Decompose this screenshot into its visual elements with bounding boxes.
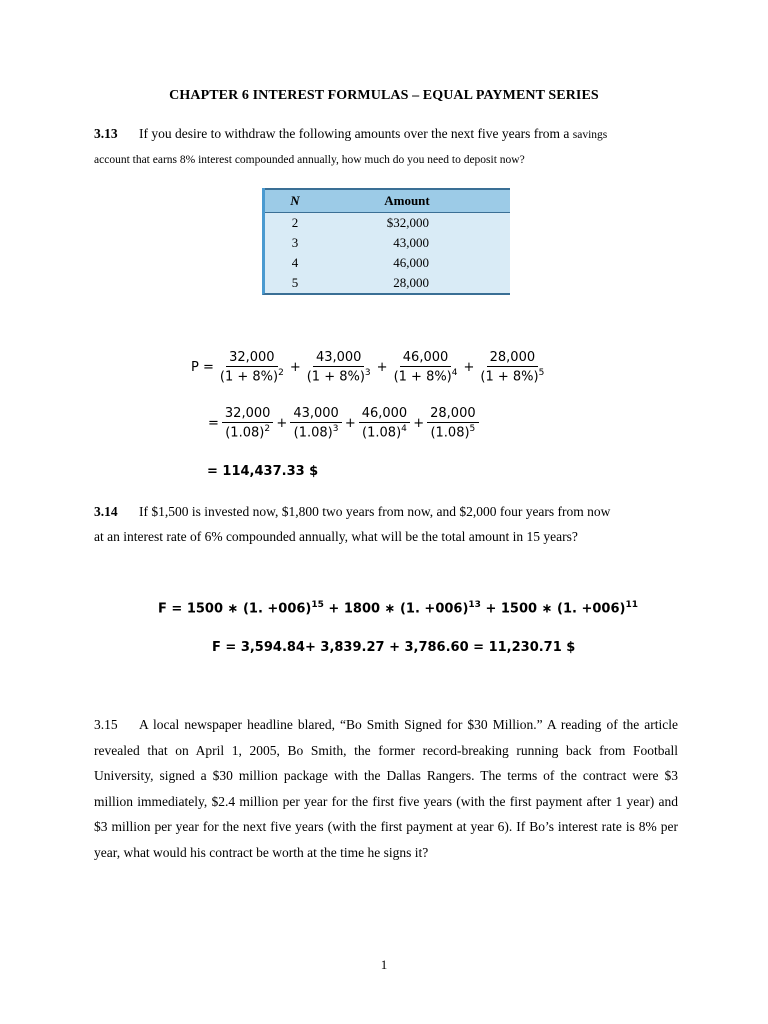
problem-3-14-line1: 3.14 If $1,500 is invested now, $1,800 two years from now, and $2,000 four years from now xyxy=(94,504,611,519)
table-header xyxy=(265,188,510,213)
equation-present-value: P = $\frac{32,000}{(1 + 8\%)^2}$ + $\frac{43,000}{(1 + 8\%)^3}$ + $\frac{46,000}{(1 + 8\%)^4}$ + $\frac{28,000}{(1 + 8\%)^5}$ xyxy=(191,350,545,385)
problem-number: 3.15 xyxy=(94,717,118,732)
chapter-title: CHAPTER 6 INTEREST FORMULAS – EQUAL PAYMENT SERIES xyxy=(169,88,599,103)
equation-result: = 114,437.33 $ xyxy=(207,464,319,479)
column-header-amount: Amount xyxy=(384,193,430,208)
withdrawal-table xyxy=(262,188,510,295)
table-row: 2 $32,000 xyxy=(291,215,429,230)
problem-3-15: 3.15 A local newspaper headline blared, “Bo Smith Signed for $30 Million.” A reading of the article revealed that on April 1, 2005, Bo Smith, the former record-breaking running back from Football University, signed a $30 million package with the Dallas Rangers. The terms of the contract were $3 million immediately, $2.4 million per year for the first five years (with the first payment after 1 year) and $3 million per year for the next five years (with the first payment at year 6). If Bo’s interest rate is 8% per year, what would his contract be worth at the time he signs it? xyxy=(94,712,678,865)
column-header-n: N xyxy=(290,193,300,208)
table-row: 5 28,000 xyxy=(291,275,429,290)
equation-simplified: = $\frac{32,000}{(1.08)^2}$ + $\frac{43,000}{(1.08)^3}$ + $\frac{46,000}{(1.08)^4}$ + $\frac{28,000}{(1.08)^5}$ xyxy=(207,406,481,440)
problem-number: 3.14 xyxy=(94,504,118,519)
page-number: 1 xyxy=(380,957,388,972)
problem-3-13-line1: 3.13 If you desire to withdraw the following amounts over the next five years from a savings xyxy=(94,126,608,141)
equation-future-value-result: F = 3,594.84+ 3,839.27 + 3,786.60 = 11,230.71 $ xyxy=(212,640,576,655)
problem-3-13-line2: account that earns 8% interest compounded annually, how much do you need to deposit now? xyxy=(94,154,525,166)
problem-3-14-line2: at an interest rate of 6% compounded annually, what will be the total amount in 15 years? xyxy=(94,529,578,544)
table-row: 4 46,000 xyxy=(291,255,429,270)
problem-number: 3.13 xyxy=(94,126,118,141)
equation-future-value: F = 1500 ∗ (1. +006)$^{15}$ + 1800 ∗ (1. +006)$^{13}$ + 1500 ∗ (1. +006)$^{11}$ xyxy=(158,600,638,617)
table-row: 3 43,000 xyxy=(291,235,429,250)
